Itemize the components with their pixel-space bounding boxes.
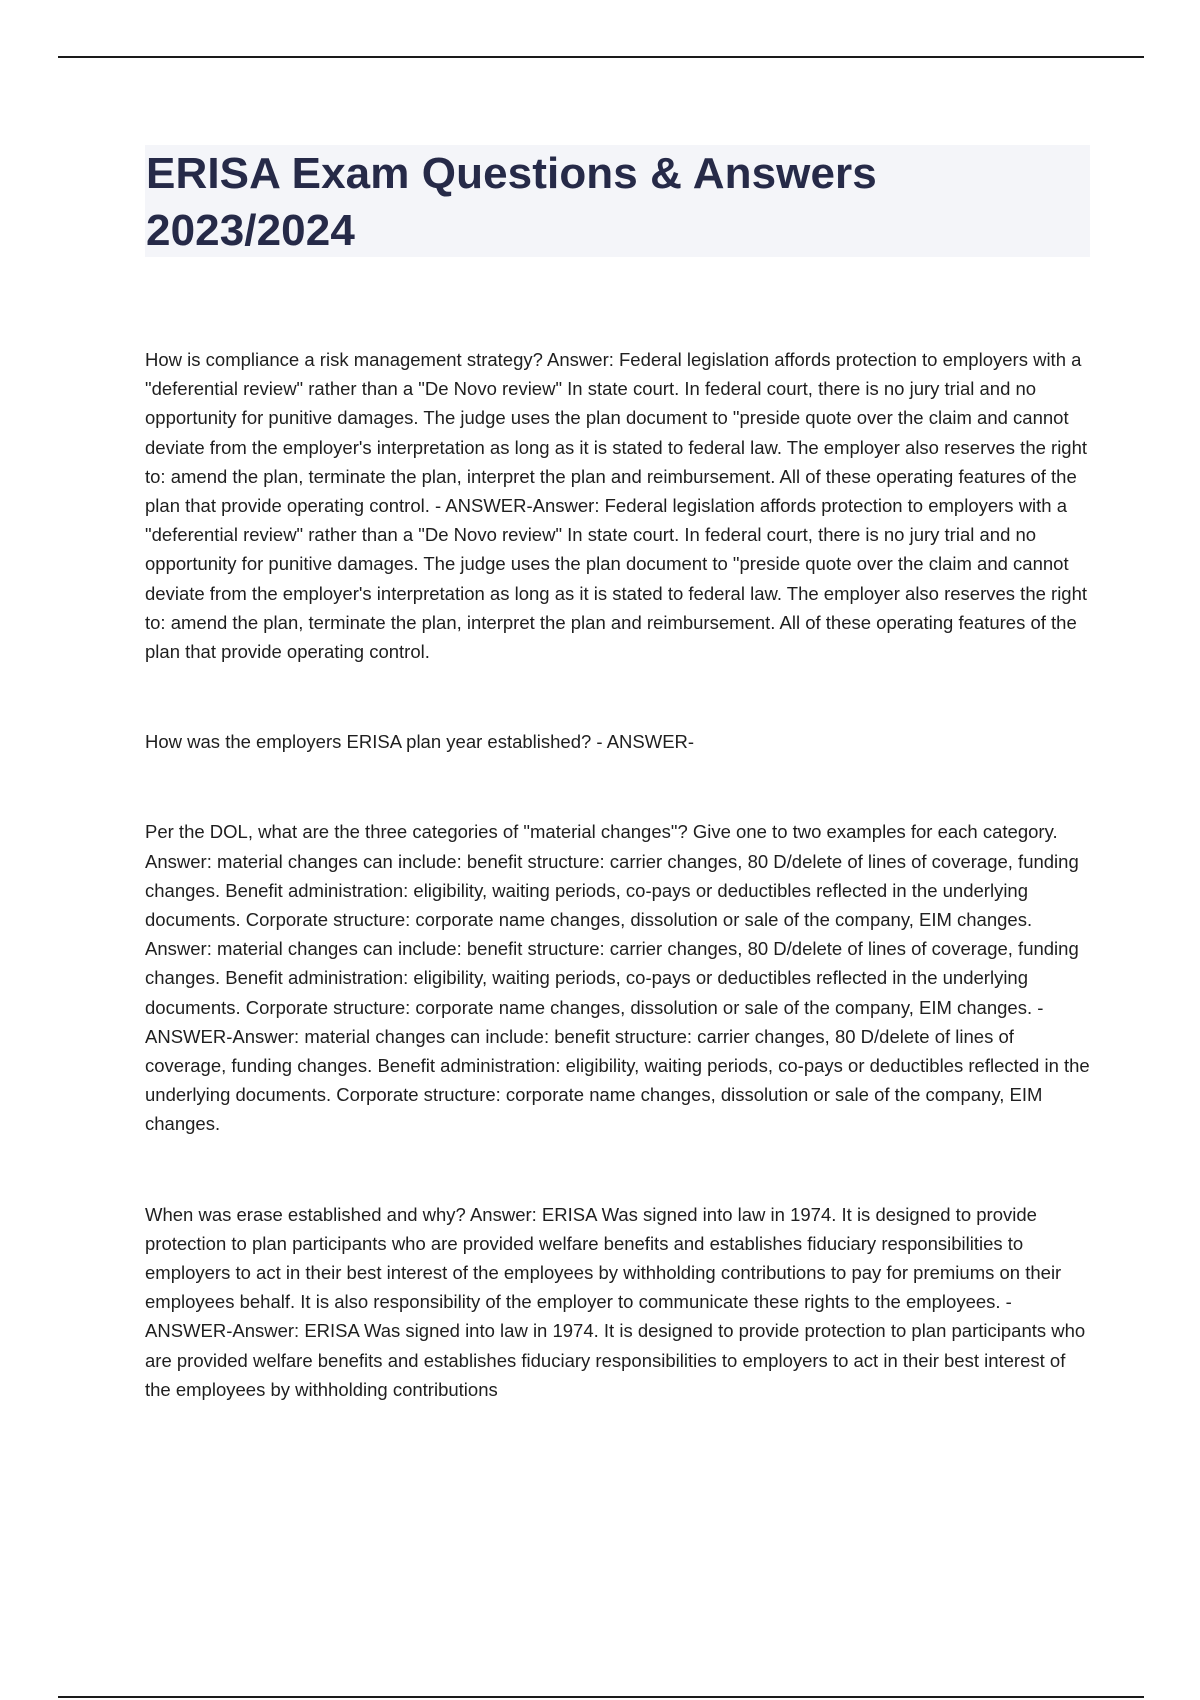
bottom-rule (58, 1696, 1144, 1698)
document-body (145, 345, 1090, 1404)
top-rule (58, 56, 1144, 58)
qa-entry: How is compliance a risk management strategy? Answer: Federal legislation affords protection to employers with a "deferential review" rather than a "De Novo review" In state court. In federal court, there is no jury trial and no opportunity for punitive damages. The judge uses the plan document to "preside quote over the claim and cannot deviate from the employer's interpretation as long as it is stated to federal law. The employer also reserves the right to: amend the plan, terminate the plan, interpret the plan and reimbursement. All of these operating features of the plan that provide operating control. - ANSWER-Answer: Federal legislation affords protection to employers with a "deferential review" rather than a "De Novo review" In state court. In federal court, there is no jury trial and no opportunity for punitive damages. The judge uses the plan document to "preside quote over the claim and cannot deviate from the employer's interpretation as long as it is stated to federal law. The employer also reserves the right to: amend the plan, terminate the plan, interpret the plan and reimbursement. All of these operating features of the plan that provide operating control. (145, 349, 1088, 663)
qa-entry: How was the employers ERISA plan year established? - ANSWER- (145, 731, 695, 753)
qa-entry: When was erase established and why? Answer: ERISA Was signed into law in 1974. It is designed to provide protection to plan participants who are provided welfare benefits and establishes fiduciary responsibilities to employers to act in their best interest of the employees by withholding contributions to pay for premiums on their employees behalf. It is also responsibility of the employer to communicate these rights to the employees. - ANSWER-Answer: ERISA Was signed into law in 1974. It is designed to provide protection to plan participants who are provided welfare benefits and establishes fiduciary responsibilities to employers to act in their best interest of the employees by withholding contributions (145, 1203, 1086, 1400)
document-title: ERISA Exam Questions & Answers 2023/2024 (146, 149, 877, 255)
title-banner (145, 145, 1090, 257)
qa-entry: Per the DOL, what are the three categories of "material changes"? Give one to two examples for each category. Answer: material changes can include: benefit structure: carrier changes, 80 D/delete of lines of coverage, funding changes. Benefit administration: eligibility, waiting periods, co-pays or deductibles reflected in the underlying documents. Corporate structure: corporate name changes, dissolution or sale of the company, EIM changes. Answer: material changes can include: benefit structure: carrier changes, 80 D/delete of lines of coverage, funding changes. Benefit administration: eligibility, waiting periods, co-pays or deductibles reflected in the underlying documents. Corporate structure: corporate name changes, dissolution or sale of the company, EIM changes. - ANSWER-Answer: material changes can include: benefit structure: carrier changes, 80 D/delete of lines of coverage, funding changes. Benefit administration: eligibility, waiting periods, co-pays or deductibles reflected in the underlying documents. Corporate structure: corporate name changes, dissolution or sale of the company, EIM changes. (145, 821, 1090, 1135)
